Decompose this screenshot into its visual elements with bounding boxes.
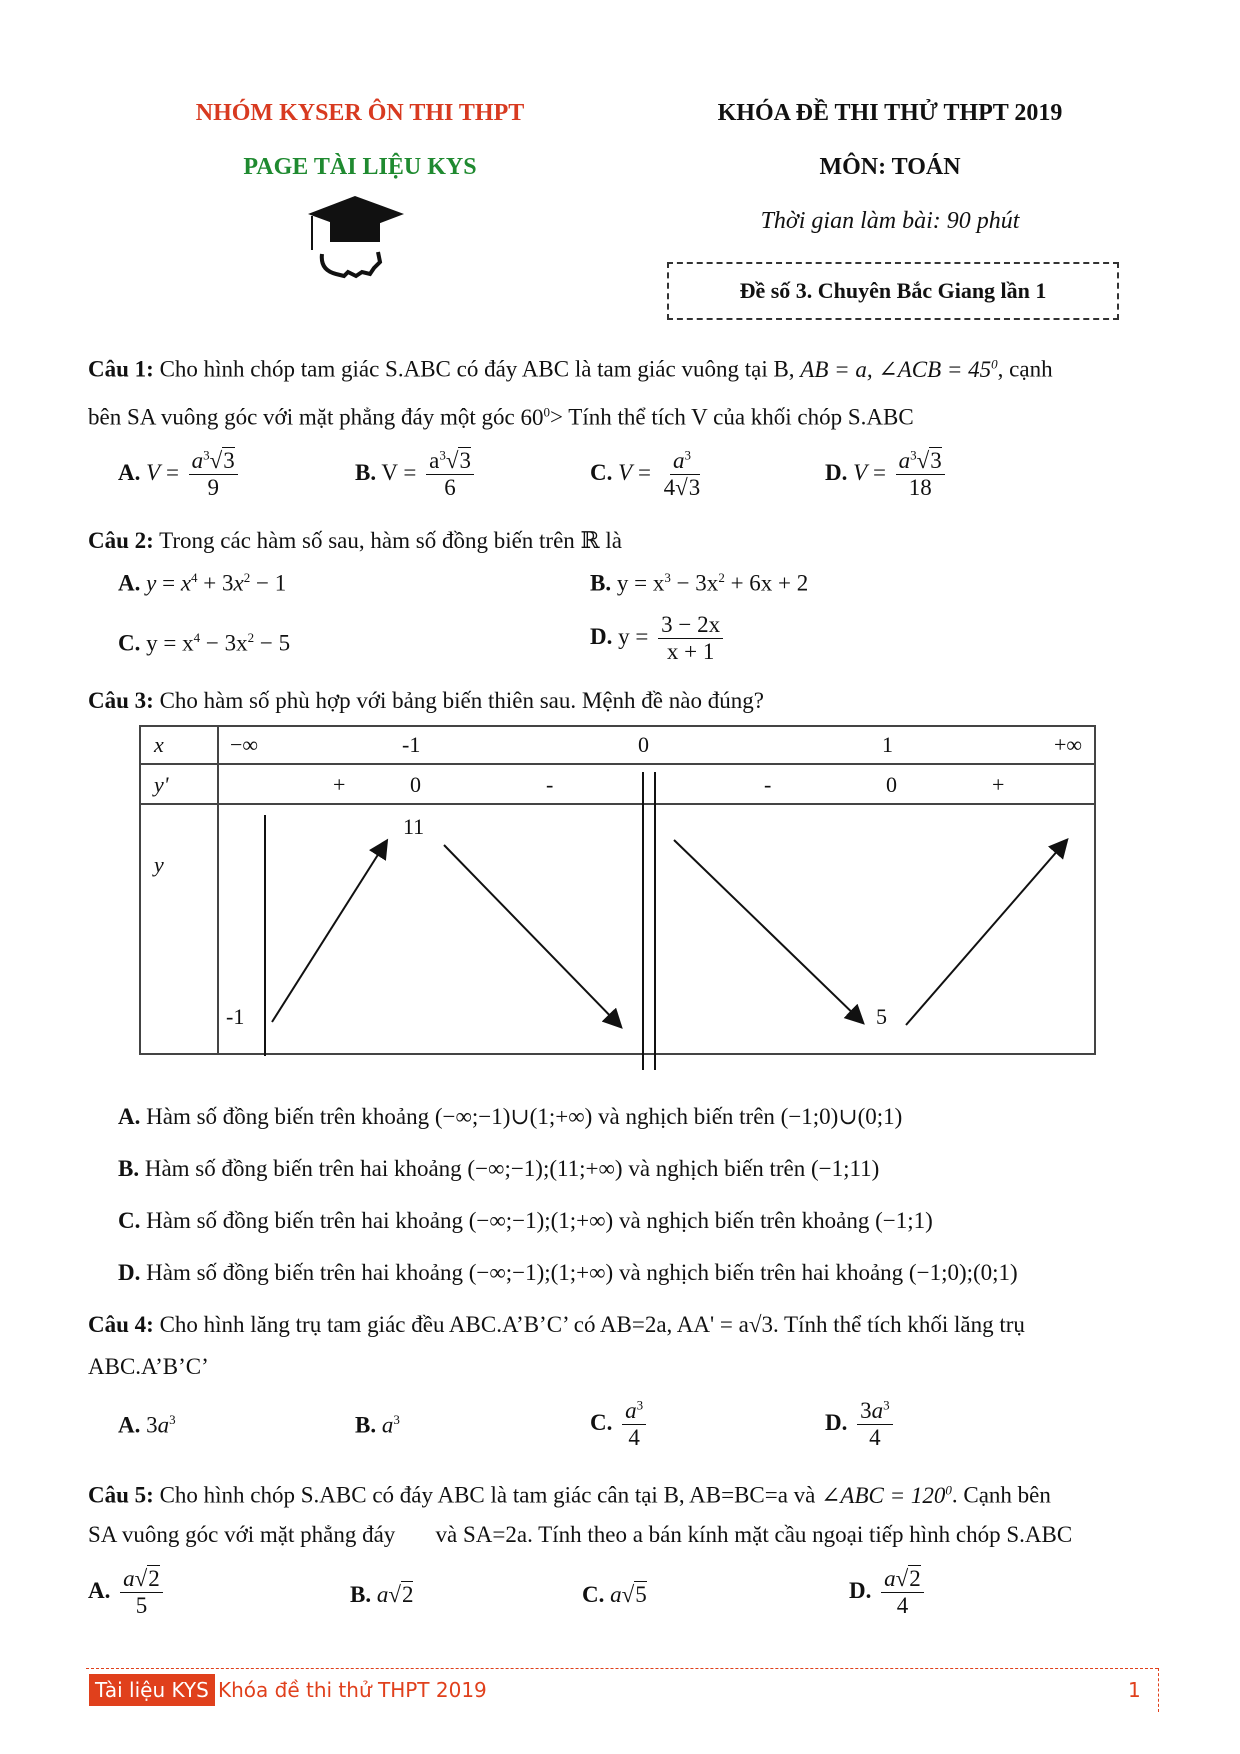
q3-text: Cho hàm số phù hợp với bảng biến thiên sau. Mệnh đề nào đúng? (159, 688, 764, 713)
bbt-y-max: 11 (403, 814, 425, 839)
exam-title: Đề số 3. Chuyên Bắc Giang lần 1 (739, 278, 1047, 303)
footer-badge: Tài liệu KYS (89, 1674, 215, 1706)
q1-text2b: > Tính thể tích V của khối chóp S.ABC (550, 404, 914, 430)
q4-cond: AA' = a√3 (676, 1312, 773, 1337)
q1-text1: Cho hình chóp tam giác S.ABC có đáy ABC là tam giác vuông tại B, (159, 356, 795, 382)
q5-cond: ∠ABC = $120^0$ (821, 1482, 952, 1508)
q5-option-b[interactable]: B. a√2 (350, 1582, 414, 1607)
q1-angle: $60^0$ (520, 404, 550, 430)
q5-option-d[interactable]: D. $\frac{a√2}{4}$ (849, 1566, 928, 1620)
q3-option-c[interactable]: C. Hàm số đồng biến trên hai khoảng (−∞;−1);(1;+∞) và nghịch biến trên khoảng (−1;1) (118, 1208, 933, 1233)
q4-line2: ABC.A’B’C’ (88, 1354, 209, 1379)
q1-option-b[interactable]: B. V = $\frac{a^3√3}{6}$ (355, 448, 478, 502)
q5-label: Câu 5: (88, 1482, 154, 1508)
footer-text: Khóa đề thi thử THPT 2019 (218, 1678, 487, 1702)
page-name: PAGE TÀI LIỆU KYS (243, 154, 477, 180)
q1-cond: AB = a, ∠ACB = $45^0$ (800, 356, 998, 382)
q3-option-a[interactable]: A. Hàm số đồng biến trên khoảng (−∞;−1)∪(1;+∞) và nghịch biến trên (−1;0)∪(0;1) (118, 1104, 903, 1129)
q4-option-c[interactable]: C. $\frac{a^3}{4}$ (590, 1398, 650, 1452)
q5-text1b: . Cạnh bên (951, 1482, 1051, 1508)
q1-option-a[interactable]: A. V = $\frac{a^3√3}{9}$ (118, 448, 242, 502)
bbt-x-one: 1 (882, 732, 893, 757)
q2-label: Câu 2: (88, 528, 154, 553)
q1-label: Câu 1: (88, 356, 154, 382)
q2-line (88, 528, 622, 554)
bbt-x-zero: 0 (638, 732, 649, 757)
q1-text2a: bên SA vuông góc với mặt phẳng đáy một góc (88, 404, 515, 430)
q5-line1 (88, 1482, 1051, 1509)
q4-option-a[interactable]: A. $3a^3$ (118, 1412, 176, 1438)
bbt-yprime-label: y' (154, 772, 169, 797)
q2-option-c[interactable]: C. $y = x^4 - 3x^2 - 5$ (118, 630, 291, 656)
graduation-cap-logo (300, 192, 410, 284)
variation-table (139, 725, 1096, 1055)
q1-text1-end: , cạnh (997, 356, 1053, 382)
bbt-sign-5: 0 (886, 772, 897, 797)
q2-option-b[interactable]: B. $y = x^3 - 3x^2 + 6x + 2$ (590, 570, 809, 596)
exam-time: Thời gian làm bài: 90 phút (760, 208, 1020, 234)
bbt-sign-6: + (992, 772, 1005, 797)
bbt-x-minus1: -1 (402, 732, 421, 757)
q4-text1a: Cho hình lăng trụ tam giác đều ABC.A’B’C’ có AB=2a, (159, 1312, 673, 1337)
q1-line2 (88, 404, 914, 431)
q5-line2: SA vuông góc với mặt phẳng đáy và SA=2a. Tính theo a bán kính mặt cầu ngoại tiếp hình chóp S.ABC (88, 1522, 1073, 1547)
q5-option-c[interactable]: C. a√5 (582, 1582, 647, 1607)
q3-option-d[interactable]: D. Hàm số đồng biến trên hai khoảng (−∞;−1);(1;+∞) và nghịch biến trên hai khoảng (−1;0);(0;1) (118, 1260, 1018, 1285)
bbt-y-label: y (154, 852, 164, 877)
q3-line (88, 688, 764, 714)
q4-label: Câu 4: (88, 1312, 154, 1337)
q1-option-d[interactable]: D. V = $\frac{a^3√3}{18}$ (825, 448, 949, 502)
q1-option-c[interactable]: C. V = $\frac{a^3}{4√3}$ (590, 447, 701, 501)
bbt-sign-1: + (333, 772, 346, 797)
page-number: 1 (1128, 1678, 1141, 1702)
course-title: KHÓA ĐỀ THI THỬ THPT 2019 (717, 100, 1063, 126)
bbt-x-label: x (154, 732, 164, 757)
bbt-sign-3: - (546, 772, 554, 797)
group-name: NHÓM KYSER ÔN THI THPT (195, 100, 525, 126)
exam-title-box (667, 262, 1119, 320)
bbt-x-neg-inf: −∞ (230, 732, 259, 757)
q2-option-d[interactable]: D. y = $\frac{3 - 2x}{x + 1}$ (590, 612, 727, 666)
footer-rule-right (1158, 1668, 1159, 1712)
bbt-sign-4: - (764, 772, 772, 797)
q4-text1b: . Tính thể tích khối lăng trụ (772, 1312, 1025, 1337)
q5-option-a[interactable]: A. $\frac{a√2}{5}$ (88, 1566, 167, 1620)
bbt-sign-2: 0 (410, 772, 421, 797)
q1-line1 (88, 356, 1053, 383)
q3-option-b[interactable]: B. Hàm số đồng biến trên hai khoảng (−∞;−1);(11;+∞) và nghịch biến trên (−1;11) (118, 1156, 880, 1181)
footer-rule (86, 1668, 1158, 1669)
bbt-y-min: 5 (876, 1004, 887, 1029)
q5-text1a: Cho hình chóp S.ABC có đáy ABC là tam giác cân tại B, AB=BC=a và (159, 1482, 816, 1508)
q2-option-a[interactable]: A. $y = x^4 + 3x^2 - 1$ (118, 570, 287, 596)
q3-label: Câu 3: (88, 688, 154, 713)
subject-title: MÔN: TOÁN (819, 154, 961, 180)
bbt-y-left: -1 (226, 1004, 245, 1029)
q4-line1 (88, 1312, 1025, 1338)
q2-text: Trong các hàm số sau, hàm số đồng biến trên ℝ là (159, 528, 623, 553)
bbt-x-pos-inf: +∞ (1054, 732, 1083, 757)
q4-option-d[interactable]: D. $\frac{3a^3}{4}$ (825, 1398, 897, 1452)
q4-option-b[interactable]: B. $a^3$ (355, 1412, 400, 1438)
